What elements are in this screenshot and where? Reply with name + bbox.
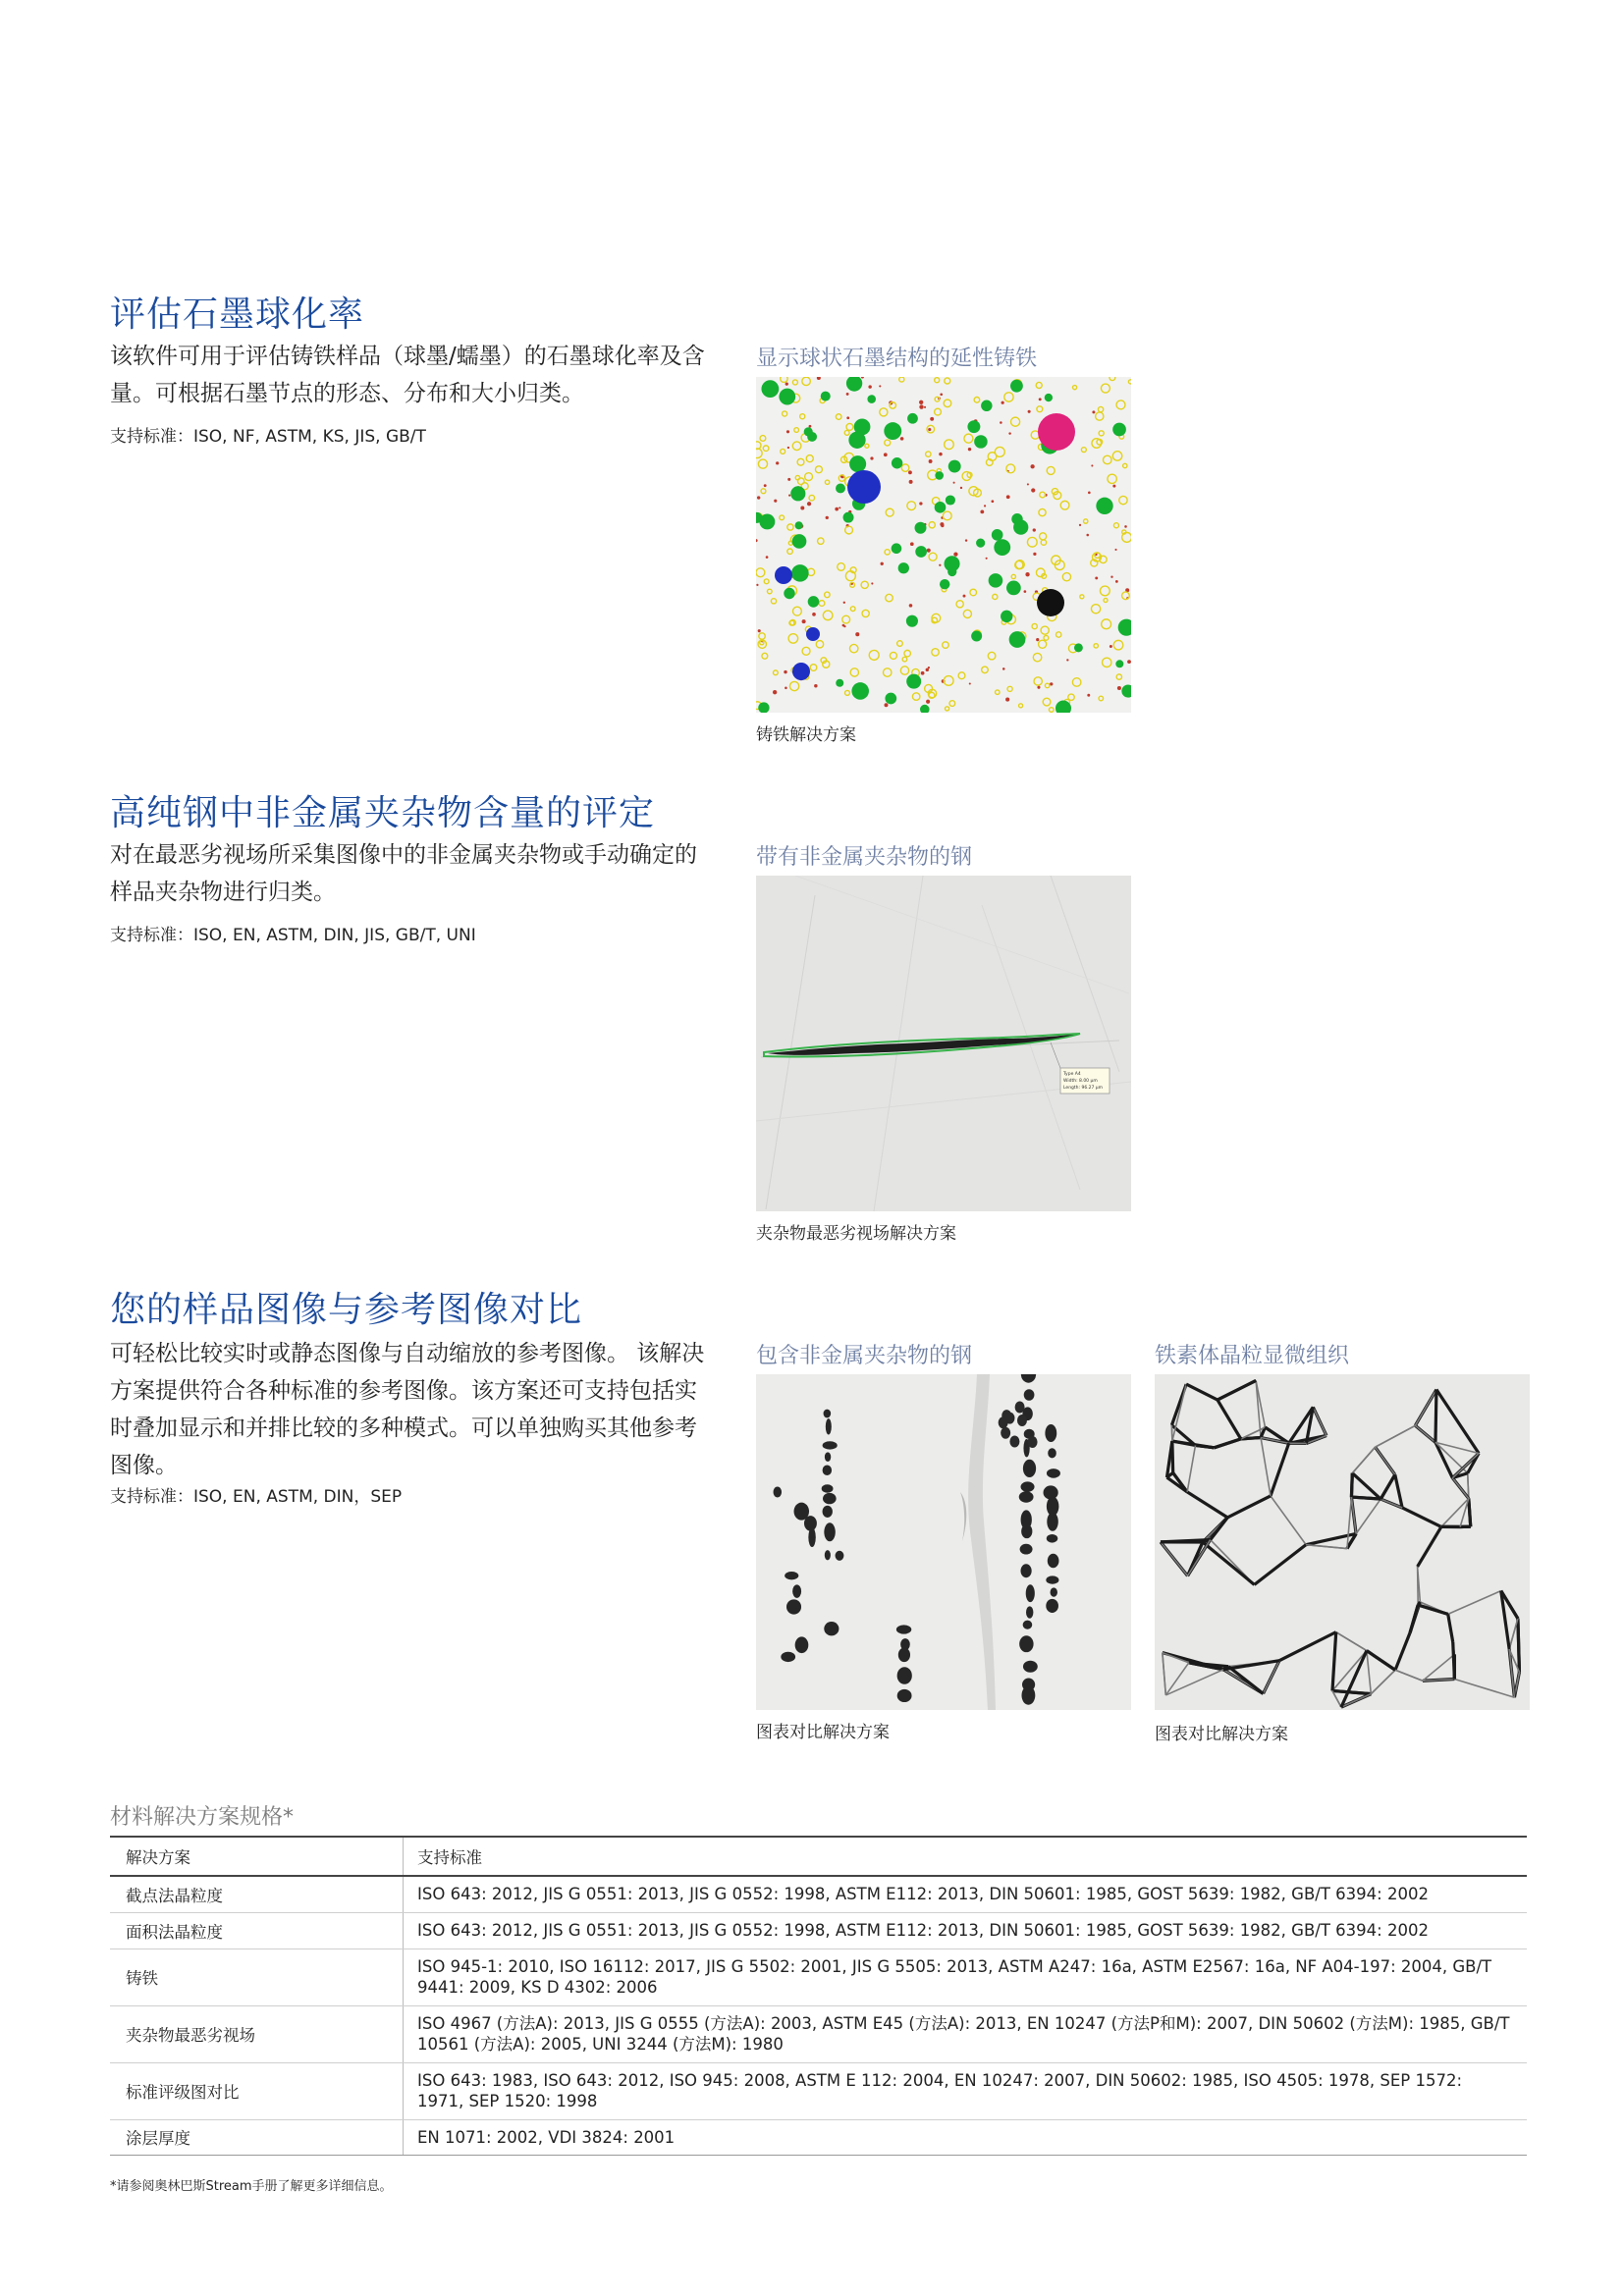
spec-cell-standards: EN 1071: 2002, VDI 3824: 2001	[404, 2119, 1528, 2155]
spec-cell-standards: ISO 4967 (方法A): 2013, JIS G 0555 (方法A): 2003, ASTM E45 (方法A): 2013, EN 10247 (方法P和M): 2007, DIN 50602 (方法M): 1985, GB/T 10561 (方法A): 2005, UNI 3244 (方法M): 1980	[404, 2005, 1528, 2062]
section-title-nodularity: 评估石墨球化率	[110, 294, 365, 335]
steel-inclusion-micrograph-image	[756, 876, 1131, 1211]
figure-title-ferrite-grain: 铁素体晶粒显微组织	[1155, 1344, 1350, 1368]
figure-title-steel-inclusion: 带有非金属夹杂物的钢	[756, 845, 973, 870]
figure-caption-cast-iron: 铸铁解决方案	[756, 725, 856, 745]
spec-footnote: *请参阅奥林巴斯Stream手册了解更多详细信息。	[110, 2179, 393, 2194]
spec-cell-standards: ISO 945-1: 2010, ISO 16112: 2017, JIS G 5502: 2001, JIS G 5505: 2013, ASTM A247: 16a, ASTM E2567: 16a, NF A04-197: 2004, GB/T 9441: 2009, KS D 4302: 2006	[404, 1949, 1528, 2005]
table-row	[110, 1949, 1527, 2005]
spec-cell-standards: ISO 643: 2012, JIS G 0551: 2013, JIS G 0552: 1998, ASTM E112: 2013, DIN 50601: 1985, GOST 5639: 1982, GB/T 6394: 2002	[404, 1876, 1528, 1912]
spec-cell-standards: ISO 643: 1983, ISO 643: 2012, ISO 945: 2008, ASTM E 112: 2004, EN 10247: 2007, DIN 50602: 1985, ISO 4505: 1978, SEP 1572: 1971, SEP 1520: 1998	[404, 2062, 1528, 2119]
spec-cell-solution: 夹杂物最恶劣视场	[110, 2005, 404, 2062]
section-body-inclusions: 对在最恶劣视场所采集图像中的非金属夹杂物或手动确定的样品夹杂物进行归类。	[110, 842, 697, 905]
spec-table-header-row	[110, 1837, 1527, 1876]
spec-cell-solution: 标准评级图对比	[110, 2062, 404, 2119]
table-row	[110, 2062, 1527, 2119]
figure-caption-steel-stringers: 图表对比解决方案	[756, 1723, 890, 1742]
section-standards-nodularity: 支持标准：ISO, NF, ASTM, KS, JIS, GB/T	[110, 427, 426, 447]
spec-cell-solution: 面积法晶粒度	[110, 1912, 404, 1949]
section-standards-comparison: 支持标准：ISO, EN, ASTM, DIN，SEP	[110, 1487, 403, 1507]
spec-cell-standards: ISO 643: 2012, JIS G 0551: 2013, JIS G 0552: 1998, ASTM E112: 2013, DIN 50601: 1985, GOST 5639: 1982, GB/T 6394: 2002	[404, 1912, 1528, 1949]
spec-cell-solution: 涂层厚度	[110, 2119, 404, 2155]
section-title-comparison: 您的样品图像与参考图像对比	[110, 1290, 583, 1330]
figure-title-steel-stringers: 包含非金属夹杂物的钢	[756, 1344, 973, 1368]
table-row	[110, 2005, 1527, 2062]
section-standards-inclusions: 支持标准：ISO, EN, ASTM, DIN, JIS, GB/T, UNI	[110, 926, 476, 945]
figure-caption-steel-inclusion: 夹杂物最恶劣视场解决方案	[756, 1224, 956, 1244]
figure-caption-ferrite-grain: 图表对比解决方案	[1155, 1725, 1288, 1744]
section-title-inclusions: 高纯钢中非金属夹杂物含量的评定	[110, 793, 656, 833]
figure-title-cast-iron: 显示球状石墨结构的延性铸铁	[756, 347, 1038, 371]
table-row	[110, 2119, 1527, 2155]
spec-header-standards: 支持标准	[404, 1837, 1528, 1876]
table-row	[110, 1876, 1527, 1912]
inclusion-label-width: Width: 8.00 µm	[1063, 1079, 1098, 1084]
table-row	[110, 1912, 1527, 1949]
spec-table	[110, 1836, 1527, 2156]
spec-table-title: 材料解决方案规格*	[110, 1805, 295, 1830]
spec-cell-solution: 铸铁	[110, 1949, 404, 2005]
spec-cell-solution: 截点法晶粒度	[110, 1876, 404, 1912]
section-body-nodularity: 该软件可用于评估铸铁样品（球墨/蠕墨）的石墨球化率及含量。可根据石墨节点的形态、分布和大小归类。	[110, 344, 705, 406]
spec-header-solution: 解决方案	[110, 1837, 404, 1876]
section-body-comparison: 可轻松比较实时或静态图像与自动缩放的参考图像。 该解决方案提供符合各种标准的参考图像。该方案还可支持包括实时叠加显示和并排比较的多种模式。可以单独购买其他参考图像。	[110, 1341, 705, 1478]
steel-stringers-micrograph-image	[756, 1374, 1131, 1710]
inclusion-label-type: Type A4	[1063, 1072, 1081, 1077]
ferrite-grain-micrograph-image	[1155, 1374, 1530, 1710]
inclusion-label-length: Length: 96.27 µm	[1063, 1086, 1104, 1091]
cast-iron-micrograph-image	[756, 377, 1131, 713]
